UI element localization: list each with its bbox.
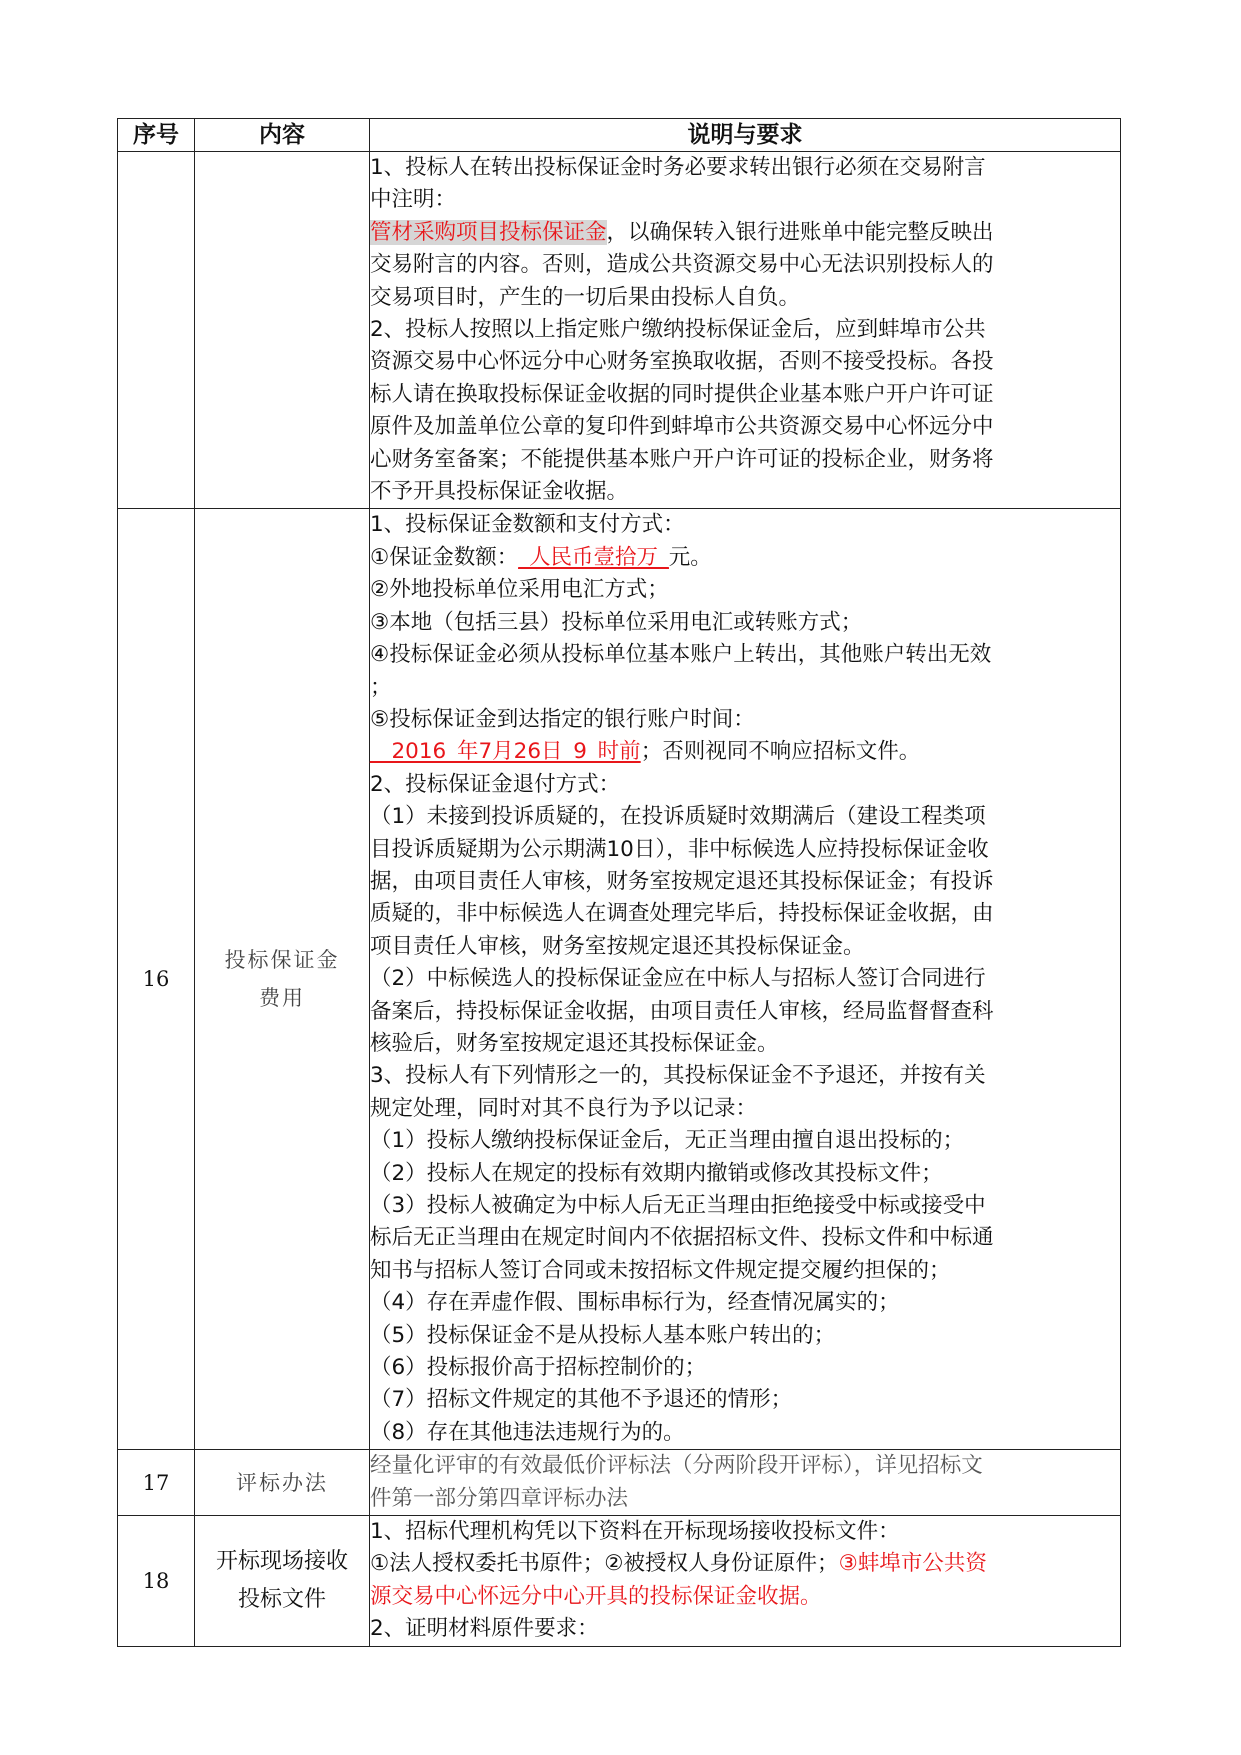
text-line: ； xyxy=(370,674,392,700)
text-line: ④投标保证金必须从投标单位基本账户上转出，其他账户转出无效 xyxy=(370,642,992,668)
text-line: （3）投标人被确定为中标人后无正当理由拒绝接受中标或接受中 xyxy=(370,1193,986,1218)
text-line: 知书与招标人签订合同或未按招标文件规定提交履约担保的； xyxy=(370,1257,951,1283)
row-content: 评标办法 xyxy=(195,1450,370,1516)
text-line: 不予开具投标保证金收据。 xyxy=(370,479,629,505)
text-line: 交易附言的内容。否则，造成公共资源交易中心无法识别投标人的 xyxy=(370,252,994,278)
row-number: 16 xyxy=(118,509,195,1450)
text-line: 2、投标保证金退付方式： xyxy=(370,771,621,797)
text-line: 2、证明材料原件要求： xyxy=(370,1616,599,1642)
text-line: 标后无正当理由在规定时间内不依据招标文件、投标文件和中标通 xyxy=(370,1225,994,1251)
header-requirements: 说明与要求 xyxy=(370,119,1121,152)
text-line: ②外地投标单位采用电汇方式； xyxy=(370,577,669,603)
text-line: 项目责任人审核，财务室按规定退还其投标保证金。 xyxy=(370,933,865,959)
text-line: 规定处理，同时对其不良行为予以记录： xyxy=(370,1095,758,1121)
text-line: （2）中标候选人的投标保证金应在中标人与招标人签订合同进行 xyxy=(370,966,986,992)
text-line: （1）投标人缴纳投标保证金后，无正当理由擅自退出投标的； xyxy=(370,1128,965,1154)
text-line: 标人请在换取投标保证金收据的同时提供企业基本账户开户许可证 xyxy=(370,381,994,407)
table-row-18 xyxy=(118,1516,1121,1647)
text-line: 2、投标人按照以上指定账户缴纳投标保证金后，应到蚌埠市公共 xyxy=(370,317,986,343)
text-line: 管材采购项目投标保证金，以确保转入银行进账单中能完整反映出 xyxy=(370,219,994,245)
text-line: 件第一部分第四章评标办法 xyxy=(370,1485,629,1511)
table-row xyxy=(118,152,1121,509)
text-line: （8）存在其他违法违规行为的。 xyxy=(370,1419,685,1445)
text-line: 1、招标代理机构凭以下资料在开标现场接收投标文件： xyxy=(370,1519,900,1545)
bid-requirements-table xyxy=(117,118,1121,1647)
text-line: （1）未接到投诉质疑的，在投诉质疑时效期满后（建设工程类项 xyxy=(370,804,986,830)
text-line: （4）存在弄虚作假、围标串标行为，经查情况属实的； xyxy=(370,1290,900,1316)
deposit-deadline: __2016_年7月26日_9_时前 xyxy=(370,739,641,765)
text-line: ③本地（包括三县）投标单位采用电汇或转账方式； xyxy=(370,609,863,635)
text-line: 1、投标人在转出投标保证金时务必要求转出银行必须在交易附言 xyxy=(370,155,986,180)
row-requirements xyxy=(370,509,1121,1450)
text-line: 3、投标人有下列情形之一的，其投标保证金不予退还，并按有关 xyxy=(370,1063,986,1089)
row-number: 18 xyxy=(118,1516,195,1647)
row-requirements xyxy=(370,1450,1121,1516)
text-line: 源交易中心怀远分中心开具的投标保证金收据。 xyxy=(370,1583,822,1609)
header-serial: 序号 xyxy=(118,119,195,152)
text-line: 质疑的，非中标候选人在调查处理完毕后，持投标保证金收据，由 xyxy=(370,901,994,927)
text-line: 核验后，财务室按规定退还其投标保证金。 xyxy=(370,1030,779,1056)
text-line: （7）招标文件规定的其他不予退还的情形； xyxy=(370,1387,793,1413)
table-row-17 xyxy=(118,1450,1121,1516)
text-line: 目投诉质疑期为公示期满10日），非中标候选人应持投标保证金收 xyxy=(370,836,989,862)
text-line: 资源交易中心怀远分中心财务室换取收据，否则不接受投标。各投 xyxy=(370,349,994,375)
text-line: 备案后，持投标保证金收据，由项目责任人审核，经局监督督查科 xyxy=(370,998,994,1024)
text-line: __2016_年7月26日_9_时前；否则视同不响应招标文件。 xyxy=(370,739,921,765)
text-line: （5）投标保证金不是从投标人基本账户转出的； xyxy=(370,1322,836,1348)
row-requirements xyxy=(370,1516,1121,1647)
project-deposit-highlight: 管材采购项目投标保证金 xyxy=(370,219,607,245)
header-content: 内容 xyxy=(195,119,370,152)
row-number: 17 xyxy=(118,1450,195,1516)
text-line: 1、投标保证金数额和支付方式： xyxy=(370,512,685,538)
row-number xyxy=(118,152,195,509)
row-content: 开标现场接收 投标文件 xyxy=(195,1516,370,1647)
table-header-row xyxy=(118,119,1121,152)
row-requirements xyxy=(370,152,1121,509)
row-content: 投标保证金 费用 xyxy=(195,509,370,1450)
text-line: 中注明： xyxy=(370,187,457,213)
text-line: ①保证金数额：_人民币壹拾万_元。 xyxy=(370,544,712,570)
text-line: 原件及加盖单位公章的复印件到蚌埠市公共资源交易中心怀远分中 xyxy=(370,414,994,440)
deposit-amount: _人民币壹拾万_ xyxy=(518,544,669,570)
text-line: （2）投标人在规定的投标有效期内撤销或修改其投标文件； xyxy=(370,1160,943,1186)
text-line: 交易项目时，产生的一切后果由投标人自负。 xyxy=(370,284,801,310)
text-line: 经量化评审的有效最低价评标法（分两阶段开评标），详见招标文 xyxy=(370,1453,983,1479)
row-content xyxy=(195,152,370,509)
text-line: （6）投标报价高于招标控制价的； xyxy=(370,1355,707,1381)
table-row-16 xyxy=(118,509,1121,1450)
text-line: 据，由项目责任人审核，财务室按规定退还其投标保证金；有投诉 xyxy=(370,868,994,894)
text-line: ⑤投标保证金到达指定的银行账户时间： xyxy=(370,706,755,732)
text-line: ①法人授权委托书原件；②被授权人身份证原件；③蚌埠市公共资 xyxy=(370,1551,987,1577)
text-line: 心财务室备案；不能提供基本账户开户许可证的投标企业，财务将 xyxy=(370,446,994,472)
